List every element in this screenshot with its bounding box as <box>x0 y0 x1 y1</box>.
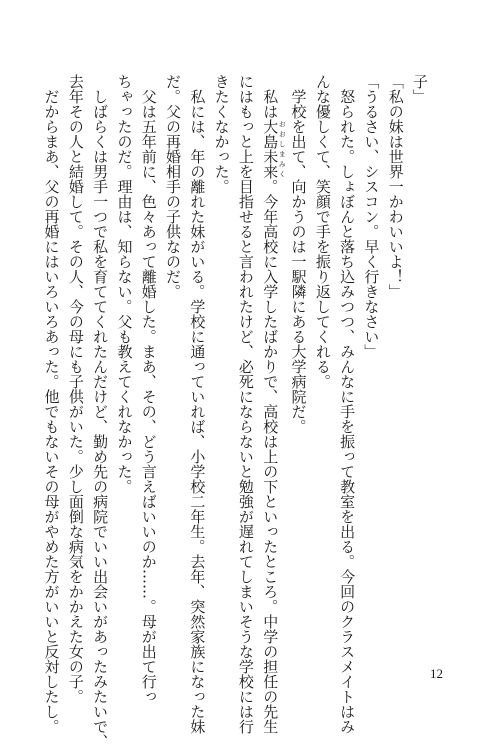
text-line: 去年その人と結婚して。その人、今の母にも子供がいた。少し面倒な病気をかかえた女の子。 <box>66 74 85 704</box>
text-fragment: 私は <box>261 74 280 119</box>
body-text <box>39 74 432 749</box>
name-ruby <box>261 119 287 179</box>
text-line: にはもっと上を目指せると言われたけど、必死にならないと勉強が遅れてしまいそうな学校には行 <box>236 74 255 734</box>
text-fragment: 。今年高校に入学したばかりで、高校は上の下といったところ。中学の担任の先生 <box>261 179 280 734</box>
text-line: だ。父の再婚相手の子供なのだ。 <box>164 74 183 299</box>
text-line: 学校を出て、向かうのは一駅隣にある大学病院だ。 <box>289 74 308 434</box>
text-line: 父は五年前に、色々あって離婚した。まあ、その、どう言えばいいのか……。母が出て行っ <box>139 74 158 704</box>
text-line: 子」 <box>411 74 429 104</box>
text-line: 怒られた。しょぼんと落ち込みつつ、みんなに手を振って教室を出る。今回のクラスメイトはみ <box>338 74 357 734</box>
text-line: 「私の妹は世界一かわいいよ！」 <box>386 74 405 299</box>
page-number: 12 <box>430 666 443 681</box>
text-line: しばらくは男手一つで私を育ててくれたんだけど、勤め先の病院でいい出会いがあったみたいで、 <box>91 74 110 749</box>
text-line: ちゃったのだ。理由は、知らない。父も教えてくれなかった。 <box>115 74 134 494</box>
name-kanji: 大島未来 <box>261 119 280 179</box>
text-line-with-name <box>258 74 287 734</box>
text-line: だからまあ、父の再婚にはいろいろあった。他でもないその母がやめた方がいいと反対したし。 <box>42 74 61 734</box>
text-line: きたくなかった。 <box>212 74 231 194</box>
text-line: んな優しくて、笑顔で手を振り返してくれる。 <box>313 74 332 389</box>
name-reading: おおしまみく <box>278 119 287 179</box>
text-line: 私には、年の離れた妹がいる。学校に通っていれば、小学校二年生。去年、突然家族になった妹 <box>188 74 207 734</box>
text-line: 「うるさい、シスコン。早く行きなさい」 <box>362 74 381 359</box>
